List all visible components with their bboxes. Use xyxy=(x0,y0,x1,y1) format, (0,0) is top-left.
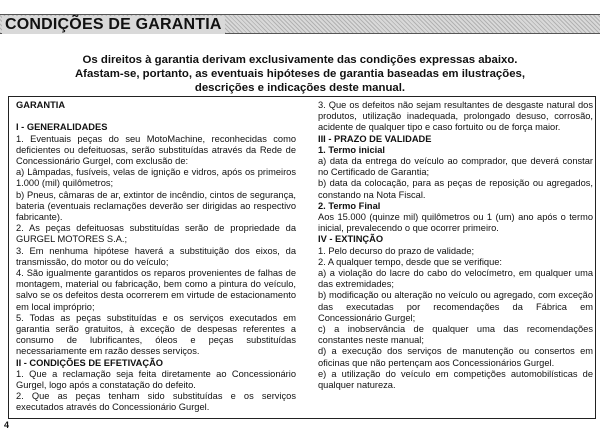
section-heading-efetivacao: II - CONDIÇÕES DE EFETIVAÇÃO xyxy=(16,357,164,368)
clause: b) modificação ou alteração no veículo ou agregado, com exceção das executadas por recomendações da Fábrica em Concessionário Gurgel; xyxy=(318,290,593,323)
page-number: 4 xyxy=(4,420,10,430)
intro-line: descrições e indicações deste manual. xyxy=(194,82,406,94)
intro-paragraph xyxy=(0,53,600,95)
clause: a) Lâmpadas, fusíveis, velas de ignição e vidros, após os primeiros 1.000 (mil) quilômetros; xyxy=(16,167,296,189)
clause: a) a violação do lacre do cabo do velocímetro, em qualquer uma das extremidades; xyxy=(318,268,593,290)
left-column xyxy=(16,100,296,414)
section-heading-prazo: III - PRAZO DE VALIDADE xyxy=(318,133,432,144)
clause: d) a execução dos serviços de manutenção ou consertos em oficinas que não pertençam aos Concessionários Gurgel. xyxy=(318,346,593,368)
clause: 3. Em nenhuma hipótese haverá a substituição dos eixos, da transmissão, do motor ou do veículo; xyxy=(16,245,296,267)
section-heading-generalidades: I - GENERALIDADES xyxy=(16,122,108,133)
clause: 1. Pelo decurso do prazo de validade; xyxy=(318,245,475,256)
clause: b) Pneus, câmaras de ar, extintor de incêndio, cintos de segurança, bateria (eventuais reclamações deverão ser dirigidas ao respectivo fabricante). xyxy=(16,189,296,223)
clause: c) a inobservância de qualquer uma das recomendações constantes neste manual; xyxy=(318,324,593,346)
title-bar xyxy=(0,14,600,34)
subheading-termo-inicial: 1. Termo inicial xyxy=(318,144,385,155)
clause: e) a utilização do veículo em competições automobilísticas de qualquer natureza. xyxy=(318,368,593,391)
clause: 2. A qualquer tempo, desde que se verifique: xyxy=(318,256,502,267)
warranty-box xyxy=(8,96,596,419)
clause: a) data da entrega do veículo ao comprador, que deverá constar no Certificado de Garantia; xyxy=(318,156,593,178)
garantia-heading: GARANTIA xyxy=(16,100,66,110)
clause: 5. Todas as peças substituídas e os serviços executados em garantia serão gratuitos, à exceção de despesas referentes a consumo de lubrificantes, óleos e peças substituídas necessariamente em razão desses serviços. xyxy=(16,312,296,357)
clause: 2. As peças defeituosas substituídas serão de propriedade da GURGEL MOTORES S.A.; xyxy=(16,223,296,245)
clause: 1. Que a reclamação seja feita diretamente ao Concessionário Gurgel, logo após a constatação do defeito. xyxy=(16,368,296,391)
intro-line: Afastam-se, portanto, as eventuais hipóteses de garantia baseadas em ilustrações, xyxy=(74,68,526,80)
subheading-termo-final: 2. Termo Final xyxy=(318,200,381,211)
clause: 2. Que as peças tenham sido substituídas e os serviços executados através do Concessionário Gurgel. xyxy=(16,391,296,413)
clause: 4. São igualmente garantidos os reparos provenientes de falhas de montagem, material ou fabricação, bem como a pintura do veículo, salvo se os defeitos desta ocorrerem em virtude de estacionamento em local impróprio; xyxy=(16,268,296,312)
section-heading-extincao: IV - EXTINÇÃO xyxy=(318,234,384,245)
clause: b) data da colocação, para as peças de reposição ou agregados, constando na Nota Fiscal. xyxy=(318,178,593,200)
intro-line: Os direitos à garantia derivam exclusivamente das condições expressas abaixo. xyxy=(82,54,518,66)
clause: 3. Que os defeitos não sejam resultantes de desgaste natural dos produtos, utilização inadequada, prolongado desuso, corrosão, acidente de qualquer tipo e caso fortuito ou de força maior. xyxy=(318,100,593,133)
right-column xyxy=(318,100,593,391)
page-title: CONDIÇÕES DE GARANTIA xyxy=(2,16,225,34)
clause: Aos 15.000 (quinze mil) quilômetros ou 1 (um) ano após o termo inicial, prevalecendo o que ocorrer primeiro. xyxy=(318,212,593,234)
clause: 1. Eventuais peças do seu MotoMachine, reconhecidas como deficientes ou defeituosas, serão substituídas através da Rede de Concessionário Gurgel, com exclusão de: xyxy=(16,133,296,166)
